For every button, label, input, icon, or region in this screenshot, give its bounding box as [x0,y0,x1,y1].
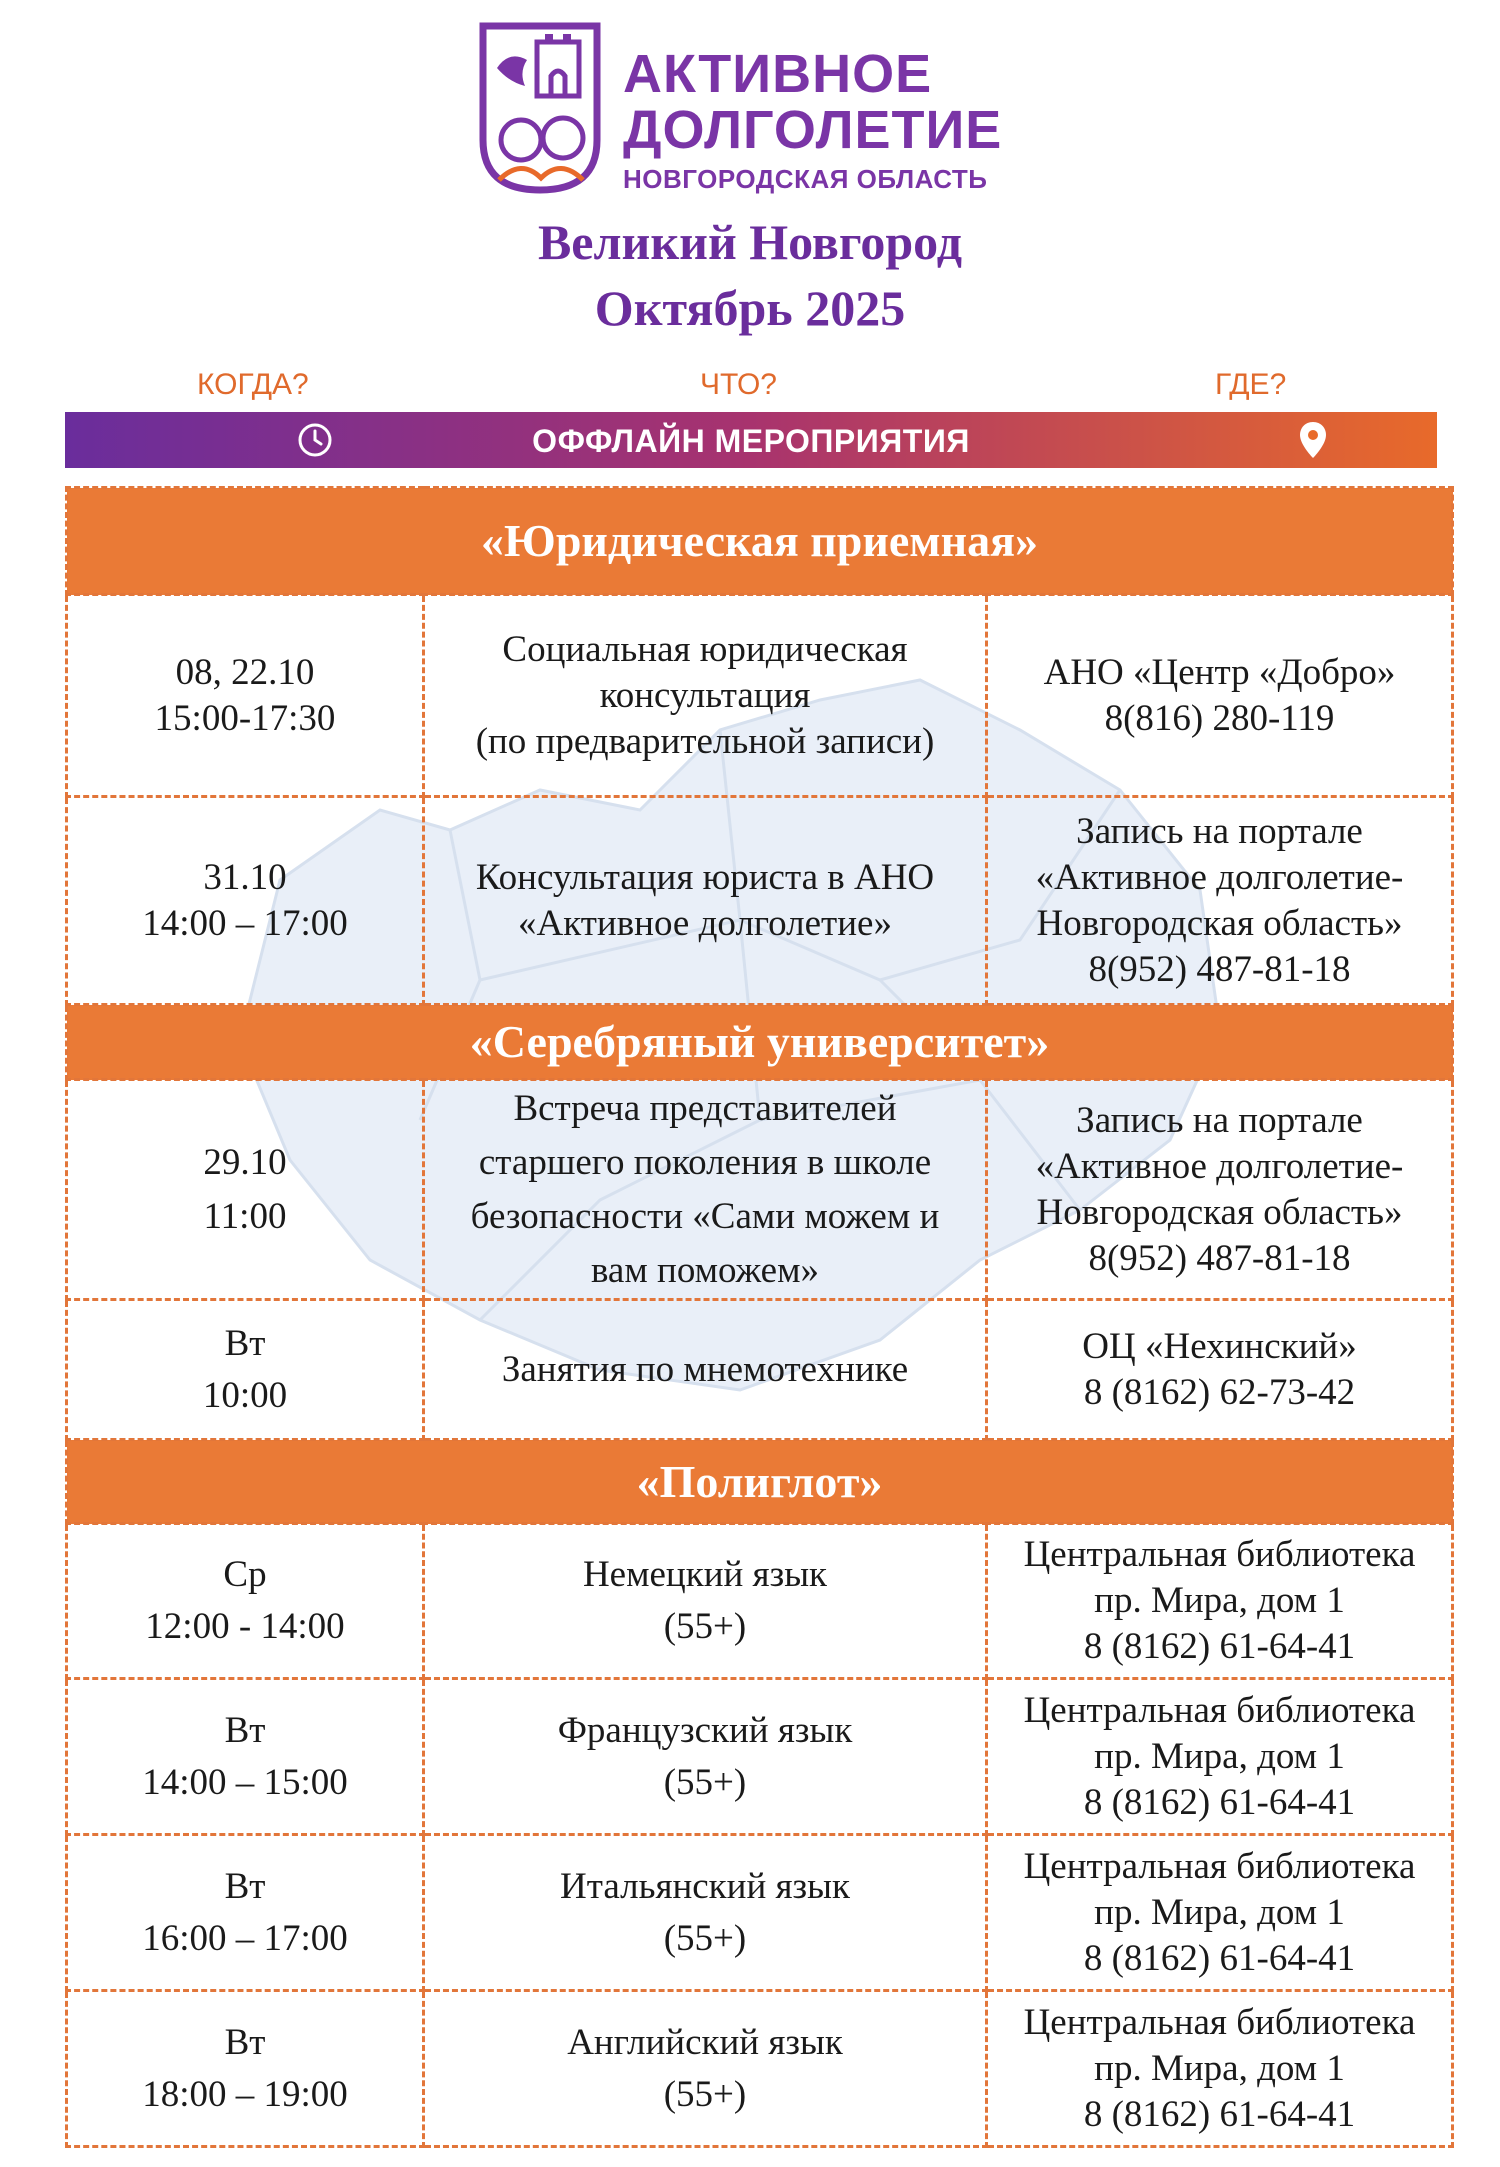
column-label-what: ЧТО? [700,368,777,401]
table-row [67,1991,1453,2147]
cell-when [67,1679,424,1835]
event-text: «Активное долголетие» [518,902,892,944]
table-row [67,595,1453,797]
cell-when [67,1080,424,1300]
place-text: Центральная библиотека [1023,1689,1416,1731]
section-header-row [67,488,1453,595]
cell-where [987,1524,1453,1679]
event-text: (по предварительной записи) [475,720,935,762]
logo-title-line1: АКТИВНОЕ [623,44,933,104]
date-text: 08, 22.10 [175,651,315,693]
table-row [67,1524,1453,1679]
phone-text: 8(952) 487-81-18 [1088,1237,1351,1279]
logo-title-line2: ДОЛГОЛЕТИЕ [623,100,1003,160]
cell-where [987,1991,1453,2147]
event-text: вам поможем» [590,1249,820,1291]
phone-text: 8(952) 487-81-18 [1088,948,1351,990]
place-text: Новгородская область» [1036,1191,1403,1233]
event-text: Встреча представителей [513,1087,897,1129]
cell-what [424,1835,987,1991]
cell-when [67,797,424,1005]
time-text: 10:00 [202,1374,288,1416]
event-text: Социальная юридическая [502,628,908,670]
cell-what [424,1080,987,1300]
day-text: Ср [223,1554,267,1595]
active-longevity-emblem-icon [475,20,605,196]
cell-what [424,595,987,797]
place-text: «Активное долголетие- [1035,1145,1404,1187]
phone-text: 8 (8162) 61-64-41 [1083,2093,1356,2135]
time-text: 14:00 – 15:00 [142,1761,348,1803]
cell-where [987,1679,1453,1835]
page-title-city: Великий Новгород [537,214,963,270]
day-text: Вт [224,1322,266,1364]
place-text: Запись на портале [1076,1099,1363,1141]
day-text: Вт [224,1865,266,1907]
column-label-when: КОГДА? [197,368,309,401]
time-text: 12:00 - 14:00 [145,1606,345,1647]
table-row [67,1835,1453,1991]
address-text: пр. Мира, дом 1 [1094,1580,1345,1621]
address-text: пр. Мира, дом 1 [1094,1735,1345,1777]
section-header-row [67,1005,1453,1080]
place-text: ОЦ «Нехинский» [1082,1325,1357,1367]
event-text: Итальянский язык [560,1865,850,1907]
cell-when [67,1835,424,1991]
event-text: Немецкий язык [582,1554,828,1595]
place-text: Новгородская область» [1036,902,1403,944]
phone-text: 8 (8162) 61-64-41 [1083,1937,1356,1979]
cell-where [987,595,1453,797]
table-row [67,1679,1453,1835]
place-text: Центральная библиотека [1023,2001,1416,2043]
cell-when [67,1300,424,1440]
event-text: старшего поколения в школе [478,1141,932,1183]
cell-what [424,1991,987,2147]
event-text: Занятия по мнемотехнике [501,1348,909,1390]
phone-text: 8(816) 280-119 [1104,697,1335,739]
time-text: 16:00 – 17:00 [142,1917,348,1959]
day-text: Вт [224,2021,266,2063]
age-text: (55+) [663,2073,747,2115]
cell-when [67,1524,424,1679]
table-row [67,797,1453,1005]
cell-what [424,1679,987,1835]
time-text: 11:00 [203,1195,287,1237]
cell-when [67,595,424,797]
section-title: «Серебряный университет» [67,1005,1453,1080]
place-text: Центральная библиотека [1023,1845,1416,1887]
events-table [65,486,1454,2148]
cell-where [987,1300,1453,1440]
cell-where [987,1080,1453,1300]
place-text: АНО «Центр «Добро» [1043,651,1396,693]
day-text: Вт [224,1709,266,1751]
offline-events-banner [65,412,1437,468]
cell-what [424,797,987,1005]
date-text: 29.10 [203,1141,287,1183]
event-text: Французский язык [557,1709,853,1751]
cell-what [424,1300,987,1440]
event-text: безопасности «Сами можем и [470,1195,940,1237]
time-text: 18:00 – 19:00 [142,2073,348,2115]
banner-title: ОФФЛАЙН МЕРОПРИЯТИЯ [532,423,970,459]
date-text: 31.10 [203,856,287,898]
cell-when [67,1991,424,2147]
age-text: (55+) [663,1606,747,1647]
time-text: 15:00-17:30 [154,697,336,739]
column-label-where: ГДЕ? [1215,368,1287,401]
page-title-month: Октябрь 2025 [594,280,906,336]
address-text: пр. Мира, дом 1 [1094,2047,1345,2089]
place-text: Запись на портале [1076,810,1363,852]
section-title: «Полиглот» [67,1440,1453,1524]
cell-where [987,797,1453,1005]
place-text: Центральная библиотека [1023,1534,1416,1575]
address-text: пр. Мира, дом 1 [1094,1891,1345,1933]
logo [475,20,1035,200]
cell-what [424,1524,987,1679]
location-pin-icon [1298,420,1328,460]
event-text: Консультация юриста в АНО [475,856,935,898]
age-text: (55+) [663,1761,747,1803]
table-row [67,1080,1453,1300]
time-text: 14:00 – 17:00 [142,902,348,944]
phone-text: 8 (8162) 62-73-42 [1083,1371,1356,1413]
phone-text: 8 (8162) 61-64-41 [1083,1781,1356,1823]
age-text: (55+) [663,1917,747,1959]
section-title: «Юридическая приемная» [67,488,1453,595]
logo-subtitle: НОВГОРОДСКАЯ ОБЛАСТЬ [623,164,988,194]
place-text: «Активное долголетие- [1035,856,1404,898]
event-text: консультация [599,674,811,716]
table-row [67,1300,1453,1440]
phone-text: 8 (8162) 61-64-41 [1083,1626,1356,1667]
event-text: Английский язык [567,2021,843,2063]
section-header-row [67,1440,1453,1524]
cell-where [987,1835,1453,1991]
